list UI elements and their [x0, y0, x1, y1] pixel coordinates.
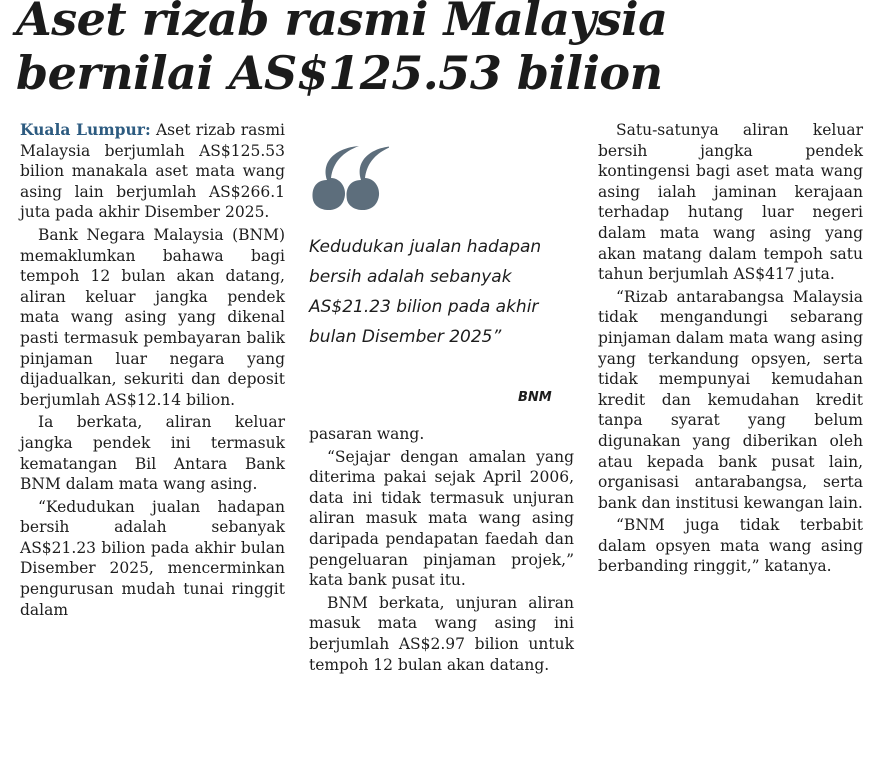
article-column-3: [598, 120, 863, 579]
paragraph-text: Aset rizab rasmi Malaysia berjumlah AS$125.53 bilion manakala aset mata wang asing lain berjumlah AS$266.1 juta pada akhir Disember 2025.: [20, 121, 286, 222]
paragraph: “Sejajar dengan amalan yang diterima pakai sejak April 2006, data ini tidak termasuk unjuran aliran masuk mata wang asing daripada pendapatan faedah dan pengeluaran pinjaman projek,” kata bank pusat itu.: [309, 447, 574, 590]
headline-line-1: Aset rizab rasmi Malaysia: [16, 0, 668, 46]
paragraph: “Rizab antarabangsa Malaysia tidak mengandungi sebarang pinjaman dalam mata wang asing yang terkandung opsyen, serta tidak mempunyai kemudahan kredit dan kemudahan kredit tanpa syarat yang belum digunakan yang diberikan oleh atau kepada bank pusat lain, organisasi antarabangsa, serta bank dan institusi kewangan lain.: [598, 287, 863, 512]
article-headline: [16, 0, 866, 100]
paragraph: Satu-satunya aliran keluar bersih jangka pendek kontingensi bagi aset mata wang asing ialah jaminan kerajaan terhadap hutang luar negeri dalam mata wang asing yang akan matang dalam tempoh satu tahun berjumlah AS$417 juta.: [598, 121, 863, 284]
pull-quote-text: Kedudukan jualan hadapan bersih adalah sebanyak AS$21.23 bilion pada akhir bulan Disember 2025”: [309, 237, 542, 347]
paragraph: pasaran wang.: [309, 425, 425, 443]
article-column-1: [20, 120, 285, 622]
pull-quote-source: BNM: [518, 390, 552, 405]
paragraph: BNM berkata, unjuran aliran masuk mata wang asing ini berjumlah AS$2.97 bilion untuk tempoh 12 bulan akan datang.: [309, 593, 574, 674]
paragraph: “BNM juga tidak terbabit dalam opsyen mata wang asing berbanding ringgit,” katanya.: [598, 516, 863, 576]
headline-line-2: bernilai AS$125.53 bilion: [16, 46, 663, 100]
pull-quote: [309, 140, 574, 410]
article-column-2: [309, 424, 574, 677]
quote-icon: [309, 140, 389, 216]
paragraph: Bank Negara Malaysia (BNM) memaklumkan bahawa bagi tempoh 12 bulan akan datang, aliran keluar jangka pendek mata wang asing yang dikenal pasti termasuk pembayaran balik pinjaman luar negara yang dijadualkan, sekuriti dan deposit berjumlah AS$12.14 bilion.: [20, 225, 285, 409]
paragraph: “Kedudukan jualan hadapan bersih adalah sebanyak AS$21.23 bilion pada akhir bulan Disember 2025, mencerminkan pengurusan mudah tunai ringgit dalam: [20, 497, 285, 619]
dateline: Kuala Lumpur:: [20, 120, 151, 139]
paragraph: [20, 120, 285, 223]
paragraph: Ia berkata, aliran keluar jangka pendek ini termasuk kematangan Bil Antara Bank BNM dalam mata wang asing.: [20, 413, 285, 494]
